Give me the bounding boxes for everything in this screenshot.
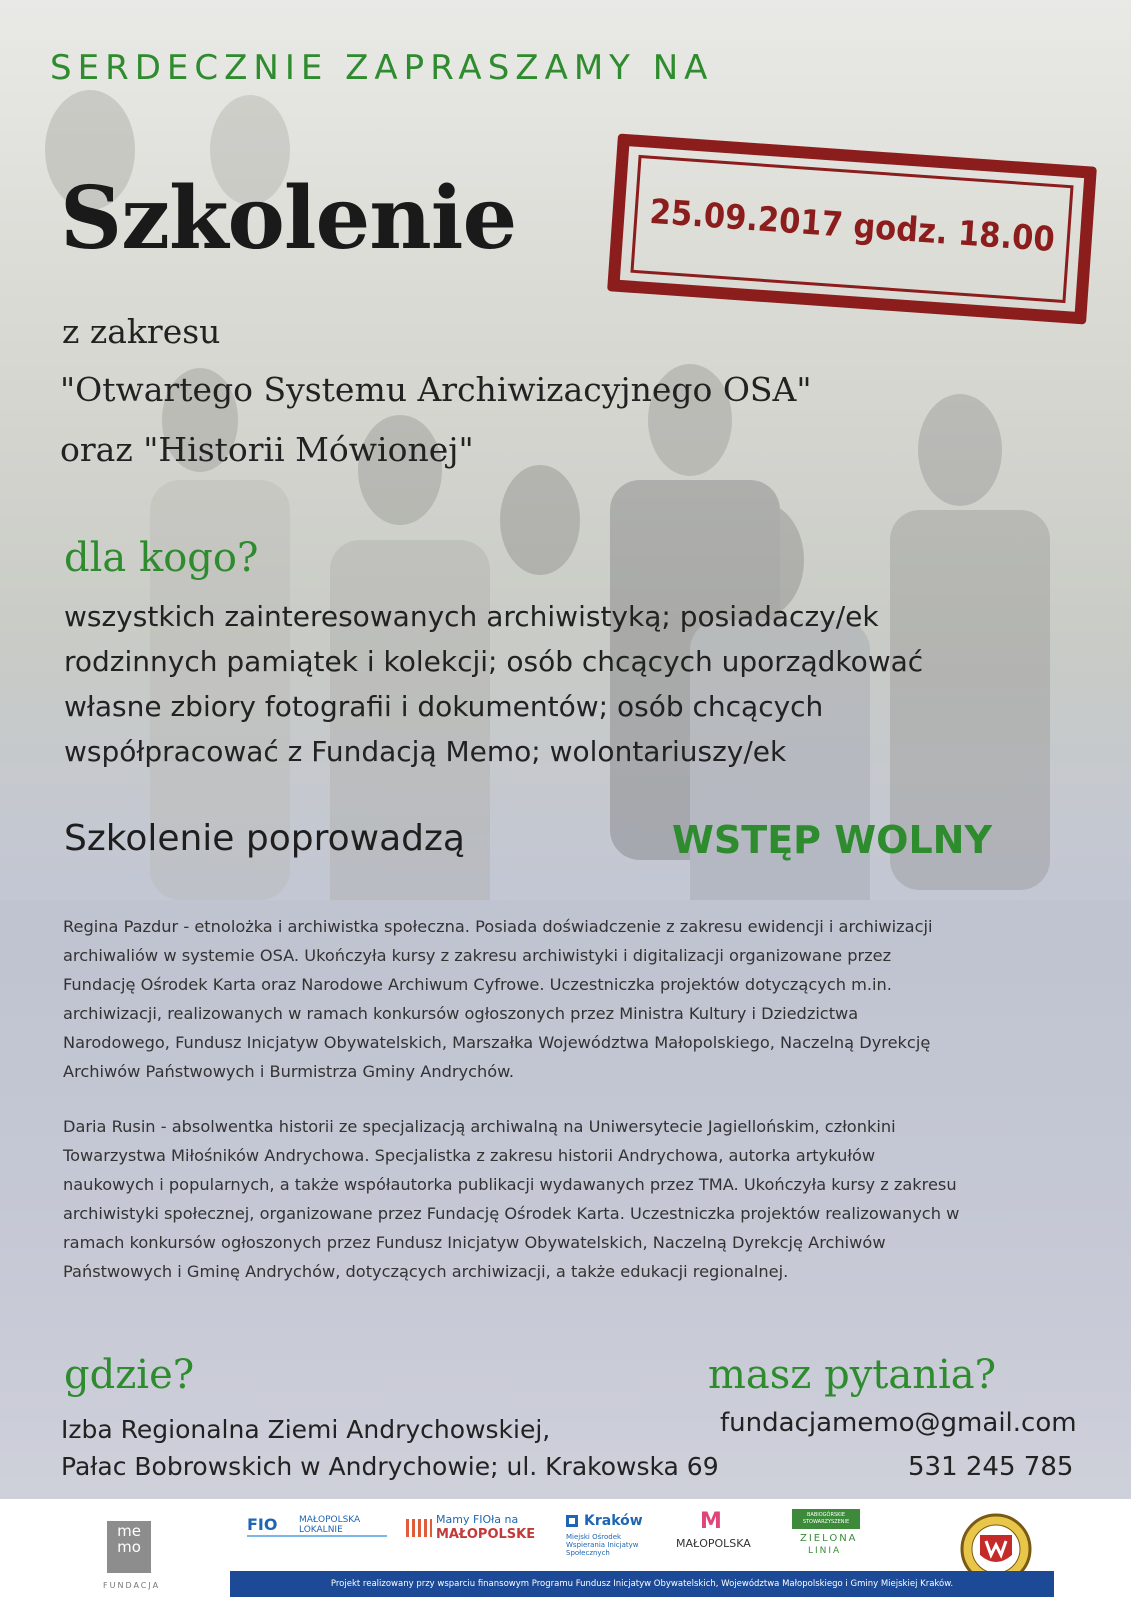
malopolska-m-icon: M <box>700 1509 722 1534</box>
memo-logo-caption: FUNDACJA <box>103 1581 161 1590</box>
zielona-logo-header: BABIOGÓRSKIE STOWARZYSZENIE <box>792 1509 860 1529</box>
krakow-logo-text: Kraków <box>584 1513 643 1529</box>
fiola-logo-text-bold: MAŁOPOLSKE <box>436 1527 536 1542</box>
address-line-1: Izba Regionalna Ziemi Andrychowskiej, <box>61 1415 551 1444</box>
bio-line: Fundację Ośrodek Karta oraz Narodowe Archiwum Cyfrowe. Uczestniczka projektów dotyczących m.in. <box>63 975 892 994</box>
fiola-bars-icon <box>406 1519 432 1537</box>
zielona-logo-subtext: LINIA <box>808 1546 842 1556</box>
bio-line: archiwistyki społecznej, organizowane przez Fundację Ośrodek Karta. Uczestniczka projektów realizowanych w <box>63 1204 960 1223</box>
bio-line: Daria Rusin - absolwentka historii ze specjalizacją archiwalną na Uniwersytecie Jagiellońskim, członkini <box>63 1117 896 1136</box>
subtitle-line-3: oraz "Historii Mówionej" <box>60 430 474 469</box>
address-line-2: Pałac Bobrowskich w Andrychowie; ul. Krakowska 69 <box>61 1452 719 1481</box>
bio-line: naukowych i popularnych, a także współautorka publikacji wydawanych przez TMA. Ukończyła kursy z zakresu <box>63 1175 957 1194</box>
bio-line: Towarzystwa Miłośników Andrychowa. Specjalistka z zakresu historii Andrychowa, autorka artykułów <box>63 1146 876 1165</box>
krakow-logo <box>566 1513 656 1555</box>
fio-logo-underline <box>247 1535 387 1537</box>
sponsor-footer <box>0 1499 1131 1600</box>
bio-line: Regina Pazdur - etnolożka i archiwistka społeczna. Posiada doświadczenie z zakresu ewidencji i archiwizacji <box>63 917 933 936</box>
krakow-square-icon <box>566 1515 578 1527</box>
fiola-logo-text: Mamy FIOła na <box>436 1513 519 1526</box>
malopolska-logo-text: MAŁOPOLSKA <box>676 1537 751 1550</box>
memo-logo: me mo <box>107 1521 151 1573</box>
fio-logo-text: MAŁOPOLSKA LOKALNIE <box>299 1515 361 1535</box>
zielona-linia-logo <box>792 1509 860 1559</box>
bio-line: Państwowych i Gminę Andrychów, dotyczących archiwizacji, a także edukacji regionalnej. <box>63 1262 789 1281</box>
krakow-logo-subtext: Miejski Ośrodek Wspierania Inicjatyw Społecznych <box>566 1533 639 1557</box>
page-title: Szkolenie <box>60 168 517 269</box>
date-stamp <box>607 133 1097 324</box>
mamy-fiola-logo <box>406 1511 536 1543</box>
audience-line: wszystkich zainteresowanych archiwistyką; posiadaczy/ek <box>64 600 879 633</box>
contact-phone[interactable]: 531 245 785 <box>908 1452 1074 1482</box>
bio-line: Archiwów Państwowych i Burmistrza Gminy Andrychów. <box>63 1062 515 1081</box>
free-entry-badge: WSTĘP WOLNY <box>672 818 992 862</box>
bio-regina-pazdur <box>63 912 1103 1086</box>
malopolska-logo <box>676 1509 756 1553</box>
bio-line: ramach konkursów ogłoszonych przez Fundusz Inicjatyw Obywatelskich, Naczelną Dyrekcję Archiwów <box>63 1233 886 1252</box>
location-heading: gdzie? <box>64 1352 195 1398</box>
bio-line: archiwizacji, realizowanych w ramach konkursów ogłoszonych przez Ministra Kultury i Dziedzictwa <box>63 1004 859 1023</box>
contact-heading: masz pytania? <box>708 1352 997 1398</box>
zielona-logo-text: ZIELONA <box>800 1533 858 1544</box>
subtitle-line-2: "Otwartego Systemu Archiwizacyjnego OSA" <box>60 370 812 409</box>
fio-logo-mark: FIO <box>247 1515 278 1534</box>
contact-email[interactable]: fundacjamemo@gmail.com <box>720 1408 1077 1438</box>
fio-malopolska-logo <box>247 1513 387 1543</box>
audience-line: rodzinnych pamiątek i kolekcji; osób chcących uporządkować <box>64 645 924 678</box>
bio-line: archiwaliów w systemie OSA. Ukończyła kursy z zakresu archiwistyki i digitalizacji organizowane przez <box>63 946 892 965</box>
invitation-heading: SERDECZNIE ZAPRASZAMY NA <box>50 48 714 88</box>
bio-daria-rusin <box>63 1112 1103 1286</box>
bio-line: Narodowego, Fundusz Inicjatyw Obywatelskich, Marszałka Województwa Małopolskiego, Naczelną Dyrekcję <box>63 1033 931 1052</box>
subtitle-line-1: z zakresu <box>62 312 221 351</box>
audience-heading: dla kogo? <box>64 535 259 581</box>
audience-line: własne zbiory fotografii i dokumentów; osób chcących <box>64 690 824 723</box>
leaders-heading: Szkolenie poprowadzą <box>64 818 465 859</box>
stamp-date-text: 25.09.2017 godz. 18.00 <box>648 191 1057 261</box>
audience-line: współpracować z Fundacją Memo; wolontariuszy/ek <box>64 735 787 768</box>
funding-note: Projekt realizowany przy wsparciu finansowym Programu Fundusz Inicjatyw Obywatelskich, Województwa Małopolskiego i Gminy Miejskiej Kraków. <box>230 1571 1054 1597</box>
